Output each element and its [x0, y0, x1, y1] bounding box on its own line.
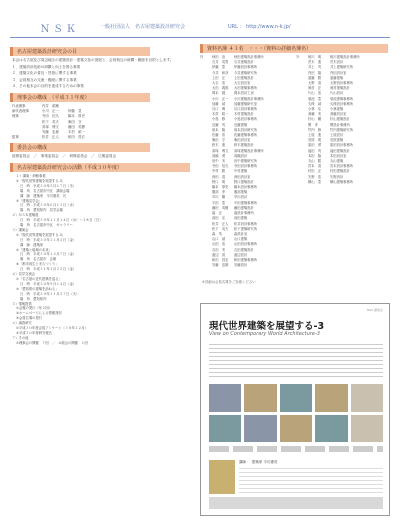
activity-item: 日 時 平成３０年９月１４日（金） — [20, 281, 77, 286]
member-name: 長尾 明 — [308, 138, 322, 143]
member-affiliation: 坂本設計研究所 — [234, 127, 258, 132]
member-affiliation: 本田設計室 — [330, 153, 347, 158]
member-affiliation: 大野設計事務所 — [330, 81, 354, 86]
member-affiliation: 小林建築 — [330, 107, 344, 112]
member-name: 堀 正 — [212, 211, 222, 216]
member-affiliation: 前田建築 — [234, 216, 248, 221]
activity-item: ①理事会の開催 ７回 ／ ②総会の開催 １回 — [16, 340, 88, 345]
member-affiliation: 上田建築設計 — [234, 75, 254, 80]
board-member-name: 安藤 忠雄 — [42, 129, 59, 134]
activity-item: 場 所 愛知県内 — [20, 296, 47, 301]
board-role: 理事 — [12, 114, 19, 119]
member-name: 菊池 豊 — [308, 96, 322, 101]
member-affiliation: 近藤建築 — [234, 122, 248, 127]
member-affiliation: 藤田建築設計 — [234, 205, 254, 210]
member-name: 松井 正人 — [212, 221, 229, 226]
board-row — [12, 135, 196, 140]
member-name: 服部 孝 — [212, 190, 226, 195]
member-name: 藤田 英樹 — [212, 205, 229, 210]
activity-item: ②「愛知県の建築を訪ねる」 — [16, 286, 59, 291]
members-column-1 — [200, 55, 294, 268]
activity-item: ②「建築と地域の未来」 — [16, 247, 52, 252]
activity-item: 講 師 建築家 — [20, 242, 44, 247]
board-member-name: 寺田 信久 — [42, 114, 59, 119]
poster-speaker-bio — [239, 468, 383, 494]
board-member-name: 伊藤 豊 — [68, 109, 82, 114]
member-affiliation: 村田建築設計 — [330, 169, 350, 174]
member-affiliation: 宮本設計事務所 — [330, 164, 354, 169]
member-name: 渡辺 清 — [212, 252, 226, 257]
board-member-name: 柴田 守 — [68, 119, 82, 124]
activity-item: 日 時 平成３０年１２月７日（金） — [20, 252, 77, 257]
member-affiliation: 佐藤建築事務所 — [234, 133, 258, 138]
member-name: 久保 誠 — [308, 101, 322, 106]
member-affiliation: 今井建築研究所 — [234, 70, 258, 75]
activity-item: 日 時 平成３０年１１月１４日（水）～１８日（日） — [20, 218, 103, 223]
member-name: 川口 博 — [212, 107, 226, 112]
about-text — [10, 58, 196, 90]
member-name: 和田 昌宏 — [212, 257, 229, 262]
member-name: 原田 勇 — [308, 143, 322, 148]
member-affiliation: 土屋設計 — [330, 133, 344, 138]
member-name: 吉田 実 — [212, 247, 226, 252]
member-name: 宮本 清 — [308, 164, 322, 169]
member-affiliation: 山口建築 — [234, 237, 248, 242]
member-affiliation: 片山設計 — [330, 91, 344, 96]
member-affiliation: 田中建築研究所 — [234, 159, 258, 164]
member-name: 本田 隆 — [308, 153, 322, 158]
poster-lead-text — [209, 344, 383, 378]
board-member-name: 藤田 英樹 — [68, 124, 85, 129]
member-affiliation: 長尾建築 — [330, 138, 344, 143]
committee-text: 総務委員会 ／ 事業委員会 ／ 研修委員会 ／ 広報委員会 — [12, 154, 117, 159]
member-name: 田中 実 — [212, 159, 226, 164]
board-heading: 理事会の構成 （平成３１年度） — [10, 93, 150, 102]
member-affiliation: 遠藤建築 — [330, 75, 344, 80]
member-name: 秋田 治 — [212, 55, 226, 59]
right-column — [200, 44, 390, 284]
member-affiliation: 杉山建築設計 — [330, 117, 350, 122]
activity-item: ４）見学交流会 — [12, 272, 36, 277]
board-member-name: 木村 昭一 — [68, 129, 85, 134]
member-affiliation: 原田設計事務所 — [330, 143, 354, 148]
member-affiliation: 太田建築事務所 — [234, 86, 258, 91]
about-paragraph: ３．会員相互の交流・親睦に関する事業 — [12, 77, 77, 82]
member-affiliation: 堀設計事務所 — [234, 211, 254, 216]
member-name: 村田 正 — [308, 169, 322, 174]
poster-photo — [244, 384, 276, 412]
member-name: 松下 英夫 — [212, 226, 229, 231]
member-affiliation: 森設計室 — [234, 231, 248, 236]
member-affiliation: 竹内建築研究所 — [330, 127, 354, 132]
member-affiliation: 奥村建築設計 — [330, 86, 350, 91]
lecture-poster — [200, 303, 390, 516]
member-name: 杉山 剛 — [308, 117, 322, 122]
member-name: 太田 義郎 — [212, 86, 229, 91]
activity-heading: 名古屋建築設計研究会の活動（平成３０年度） — [10, 163, 190, 172]
poster-footer-band — [209, 497, 383, 509]
board-role: 代表理事 — [12, 103, 26, 108]
member-affiliation: 丸山建築 — [330, 159, 344, 164]
board-member-name: 和田 昌宏 — [68, 135, 85, 140]
poster-subtitle: View on Contemporary World Architecture-3 — [209, 331, 320, 337]
activity-item: 日 時 平成３０年１１月２日（金） — [20, 237, 77, 242]
nsk-logo: ＮＳＫ — [40, 24, 79, 35]
activity-item: 場 所 愛知県内 見学会場 — [20, 208, 63, 213]
member-name: 土屋 進 — [308, 133, 322, 138]
member-name: 小林 弘 — [308, 107, 322, 112]
member-name: 福田 茂 — [308, 148, 322, 153]
member-group: 外 — [296, 55, 300, 59]
activity-item: ①「現代世界建築を展望する-3」 — [16, 178, 66, 183]
organization-name: 一般社団法人 名古屋建築設計研究会 — [100, 24, 186, 30]
member-name: 平田 豊 — [212, 200, 226, 205]
header-divider — [10, 37, 390, 38]
member-affiliation: 安藤設計 — [234, 263, 248, 268]
member-affiliation: 福田建築設計 — [330, 148, 350, 153]
members-column-2 — [296, 55, 390, 185]
member-name: 丸山 勝 — [308, 159, 322, 164]
activity-item: ①平成３０年度会員アンケート（３０年１２月） — [16, 326, 88, 331]
board-member-name: 橋本 厚史 — [68, 114, 85, 119]
board-role: 監事 — [12, 135, 19, 140]
member-affiliation: 吉田建築設計 — [234, 247, 254, 252]
activity-item: ①会報の発行（年２回） — [16, 306, 52, 311]
member-affiliation: 鈴木建築設計 — [234, 143, 254, 148]
member-affiliation: 石井建築設計 — [234, 60, 254, 65]
activity-item: ７）その他 — [12, 335, 29, 340]
member-name: 石井 英男 — [212, 60, 229, 65]
member-affiliation: 松下建築研究所 — [234, 226, 258, 231]
member-name: 鈴木 進 — [212, 143, 226, 148]
member-group: 内 — [200, 55, 204, 59]
activity-item: 日 時 平成３０年５月１７日（木） — [20, 183, 77, 188]
website-url[interactable]: URL ： http://www.n-k.jp/ — [228, 24, 291, 30]
member-affiliation: 小川建築設計事務所 — [234, 96, 264, 101]
member-name: 加藤 誠 — [212, 101, 226, 106]
member-name: 中村 勝 — [212, 169, 226, 174]
members-table — [200, 55, 390, 277]
members-note: ※詳細は会員名簿をご参照ください — [202, 280, 256, 284]
member-name: 早川 剛 — [212, 195, 226, 200]
member-affiliation: 内田設計室 — [330, 70, 347, 75]
board-list — [10, 104, 196, 140]
activity-item: ③「都市再生とまちづくり」 — [16, 262, 59, 267]
member-affiliation: 伊藤設計事務所 — [234, 65, 258, 70]
activity-item: ５）情報提供 — [12, 301, 32, 306]
poster-title: 現代世界建築を展望する-3 — [209, 321, 325, 332]
member-affiliation: 高橋設計 — [234, 153, 248, 158]
poster-captions — [209, 446, 383, 452]
member-affiliation: 渡辺設計 — [234, 252, 248, 257]
member-name: 木村 昭一 — [212, 112, 229, 117]
about-heading: 名古屋建築設計研究会の目 — [10, 47, 150, 56]
board-member-name: 松井 正人 — [42, 135, 59, 140]
member-name: 寺田 信久 — [212, 164, 229, 169]
member-affiliation: 矢野設計 — [330, 174, 344, 179]
member-name: 高橋 勇 — [212, 153, 226, 158]
member-name: 岡本 健 — [212, 91, 226, 96]
member-row — [296, 180, 390, 185]
board-member-name: 小川 正一 — [42, 109, 59, 114]
member-affiliation: 関設計事務所 — [330, 122, 350, 127]
member-affiliation: 岡本設計工房 — [234, 91, 254, 96]
member-name: 小島 修 — [212, 117, 226, 122]
board-role: 副代表理事 — [12, 109, 29, 114]
member-name: 小川 正一 — [212, 96, 229, 101]
member-affiliation: 菊池建築事務所 — [330, 96, 354, 101]
member-affiliation: 斎藤設計室 — [330, 112, 347, 117]
member-name: 高塚 博文 — [212, 148, 229, 153]
member-name: 前田 弘 — [212, 216, 226, 221]
activity-item: 日 時 平成３１年１月２５日（金） — [20, 267, 77, 272]
activity-item: 日 時 平成３０年６月１３日（水） — [20, 203, 77, 208]
member-affiliation: 早川設計 — [234, 195, 248, 200]
poster-photo — [244, 415, 276, 443]
member-group — [200, 263, 212, 268]
poster-photo — [209, 415, 241, 443]
member-name: 相川 明 — [308, 55, 322, 59]
member-name: 竹内 修 — [308, 127, 322, 132]
member-affiliation: 井上建築研究所 — [330, 65, 354, 70]
member-name: 安藤 忠雄 — [212, 263, 229, 268]
member-affiliation: 和田建築事務所 — [234, 257, 258, 262]
member-name: 今井 和彦 — [212, 70, 229, 75]
member-affiliation: 西田設計室 — [234, 174, 251, 179]
activity-item: ①「現代世界建築を展望する-3」 — [16, 232, 66, 237]
poster-photo — [209, 384, 241, 412]
about-paragraph: ４．その他本会の目的を達成するための事業 — [12, 84, 84, 89]
member-name: 斎藤 実 — [308, 112, 322, 117]
member-affiliation: 平田建築事務所 — [234, 200, 258, 205]
poster-photo — [280, 384, 312, 412]
poster-photo-grid — [209, 384, 383, 442]
poster-photo — [280, 415, 312, 443]
member-name: 井上 茂 — [308, 65, 322, 70]
member-affiliation: 中村建築 — [234, 169, 248, 174]
member-name: 野口 明 — [212, 179, 226, 184]
activity-item: 日 時 平成３０年１１月２７日（火） — [20, 291, 80, 296]
activity-item: 講 師 建築家 今川憲英 氏 — [20, 193, 67, 198]
member-name: 上田 正 — [212, 75, 226, 80]
member-name: 内田 隆 — [308, 70, 322, 75]
member-name: 大野 清 — [308, 81, 322, 86]
member-group — [296, 180, 308, 185]
page-header — [10, 20, 390, 40]
about-paragraph: １．建築設計技術の研鑽と向上を図る事業 — [12, 64, 81, 69]
member-affiliation: 秋田建築設計事務所 — [234, 55, 264, 59]
about-paragraph: 本会は名古屋及び周辺地区の建築設計・建築文化の発展と、会員相互の研鑽・親睦を目的とします。 — [12, 58, 174, 62]
member-name: 近藤 茂 — [212, 122, 226, 127]
activity-item: １）講演・研修事業 — [16, 173, 46, 178]
member-row — [200, 263, 294, 268]
member-affiliation: 山田設計事務所 — [234, 242, 258, 247]
board-member-name: 松下 英夫 — [42, 119, 59, 124]
activity-item: ３）講演会 — [12, 227, 29, 232]
member-name: 伊藤 豊 — [212, 65, 226, 70]
activity-item: ２）ＮＳＫ建築展 — [12, 213, 39, 218]
activity-item: ②平成３０年度研究報告 — [16, 330, 52, 335]
member-affiliation: 野口建築設計 — [234, 179, 254, 184]
speaker-photo — [209, 460, 235, 494]
member-name: 西田 清 — [212, 174, 226, 179]
member-affiliation: 松井設計事務所 — [234, 221, 258, 226]
poster-tag: NSK 講演会 — [366, 308, 383, 312]
member-affiliation: 橋本設計事務所 — [234, 185, 258, 190]
member-name: 柴田 守 — [212, 138, 226, 143]
activity-item: ６）調査研究 — [12, 321, 32, 326]
member-affiliation: 相川建築設計事務所 — [330, 55, 360, 59]
member-affiliation: 服部建築 — [234, 190, 248, 195]
member-name: 大石 浩 — [212, 81, 226, 86]
member-name: 矢野 浩 — [308, 174, 322, 179]
member-affiliation: 小島設計事務所 — [234, 117, 258, 122]
member-name: 片山 浩 — [308, 91, 322, 96]
member-name: 横山 豊 — [308, 179, 322, 184]
member-name: 山口 誠 — [212, 237, 226, 242]
member-name: 荒木 進 — [308, 60, 322, 65]
member-affiliation: 寺田設計事務所 — [234, 164, 258, 169]
activity-list — [10, 174, 196, 346]
activity-item: 場 所 名古屋市 会館 — [20, 257, 57, 262]
member-name: 佐藤 浩 — [212, 133, 226, 138]
poster-photo — [351, 415, 383, 443]
member-affiliation: 川口設計事務所 — [234, 107, 258, 112]
member-name: 奥村 正 — [308, 86, 322, 91]
activity-item: ①「名古屋の近代建築を巡る」 — [16, 277, 62, 282]
left-column — [10, 44, 196, 346]
poster-photo — [351, 384, 383, 412]
member-affiliation: 木村建築設計 — [234, 112, 254, 117]
poster-photo — [315, 384, 347, 412]
board-member-name: 内井 昭蔵 — [42, 103, 59, 108]
member-affiliation: 柴田設計室 — [234, 138, 251, 143]
committee-heading: 委員会の構成 — [10, 143, 150, 152]
board-member-name: 高塚 博文 — [42, 124, 59, 129]
member-name: 森 茂 — [212, 231, 222, 236]
member-affiliation: 加藤建築研究室 — [234, 101, 258, 106]
poster-photo — [315, 415, 347, 443]
member-affiliation: 高塚建築設計事務所 — [234, 148, 264, 153]
poster-speaker: 講師 ： 建築家 今川憲英 — [239, 460, 278, 464]
member-affiliation: 大石設計室 — [234, 81, 251, 86]
member-name: 関 孝 — [308, 122, 318, 127]
activity-item: 場 所 名古屋市中区 ギャラリー — [20, 223, 73, 228]
member-name: 遠藤 勝 — [308, 75, 322, 80]
member-name: 橋本 厚史 — [212, 185, 229, 190]
activity-item: ②ホームページによる情報発信 — [16, 311, 62, 316]
members-heading: 資料名簿 ４１名 ・・・（資料の詳細名簿名） — [200, 44, 388, 53]
member-affiliation: 荒木設計 — [330, 60, 344, 65]
document-page — [10, 16, 390, 516]
member-affiliation: 横山建築事務所 — [330, 179, 354, 184]
activity-item: 場 所 名古屋市中区 講演会場 — [20, 188, 70, 193]
activity-item: ②「建築見学会」 — [16, 198, 43, 203]
member-affiliation: 久保設計事務所 — [330, 101, 354, 106]
activity-item: ③会員名簿の発行 — [16, 316, 43, 321]
about-paragraph: ２．建築文化の普及・啓発に関する事業 — [12, 71, 77, 76]
member-name: 山田 浩 — [212, 242, 226, 247]
member-name: 坂本 隆 — [212, 127, 226, 132]
